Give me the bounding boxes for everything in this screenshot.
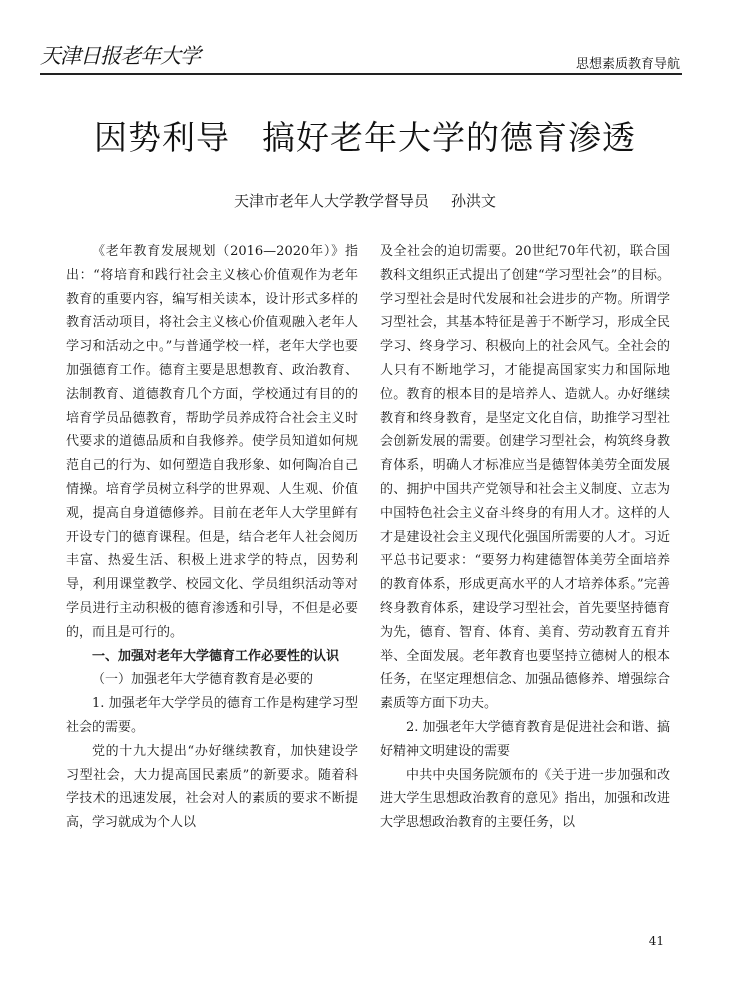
paragraph: 《老年教育发展规划（2016—2020年）》指出：“将培育和践行社会主义核心价值观作为老年教育的重要内容，编写相关读本，设计形式多样的教育活动项目，将社会主义核心价值观融入老年人学习和活动之中。”与普通学校一样，老年大学也要加强德育工作。德育主要是思想教育、政治教育、法制教育、道德教育几个方面，学校通过有目的的培育学员品德教育，帮助学员养成符合社会主义时代要求的道德品质和自我修养。使学员知道如何规范自己的行为、如何塑造自我形象、如何陶冶自己情操。培育学员树立科学的世界观、人生观、价值观，提高自身道德修养。目前在老年人大学里鲜有开设专门的德育课程。但是，结合老年人社会阅历丰富、热爱生活、积极上进求学的特点，因势利导，利用课堂教学、校园文化、学员组织活动等对学员进行主动积极的德育渗透和引导，不但是必要的，而且是可行的。	[66, 244, 358, 640]
left-column	[66, 240, 358, 835]
title-part-2: 搞好老年大学的德育渗透	[262, 118, 636, 157]
header-rule	[40, 73, 682, 75]
author-name: 孙洪文	[451, 192, 497, 210]
right-column	[380, 240, 670, 835]
article-title	[0, 112, 730, 159]
subsection-heading: （一）加强老年大学德育教育是必要的	[92, 672, 314, 688]
paragraph: 中共中央国务院颁布的《关于进一步加强和改进大学生思想政治教育的意见》指出，加强和改进大学思想政治教育的主要任务，以	[380, 767, 670, 831]
paragraph: 党的十九大提出“办好继续教育，加快建设学习型社会，大力提高国民素质”的新要求。随着科学技术的迅速发展，社会对人的素质的要求不断提高，学习就成为个人以	[66, 743, 358, 831]
paragraph: 及全社会的迫切需要。20世纪70年代初，联合国教科文组织正式提出了创建“学习型社会”的目标。学习型社会是时代发展和社会进步的产物。所谓学习型社会，其基本特征是善于不断学习，形成全民学习、终身学习、积极向上的社会风气。全社会的人只有不断地学习，才能提高国家实力和国际地位。教育的根本目的是培养人、造就人。办好继续教育和终身教育，是坚定文化自信，助推学习型社会创新发展的需要。创建学习型社会，构筑终身教育体系，明确人才标准应当是德智体美劳全面发展的、拥护中国共产党领导和社会主义制度、立志为中国特色社会主义奋斗终身的有用人才。这样的人才是建设社会主义现代化强国所需要的人才。习近平总书记要求：“要努力构建德智体美劳全面培养的教育体系，形成更高水平的人才培养体系。”完善终身教育体系，建设学习型社会，首先要坚持德育为先，德育、智育、体育、美育、劳动教育五育并举、全面发展。老年教育也要坚持立德树人的根本任务，在坚定理想信念、加强品德修养、增强综合素质等方面下功夫。	[380, 244, 670, 712]
masthead-logo: 天津日报老年大学	[40, 44, 200, 68]
subsection-item: 1. 加强老年大学学员的德育工作是构建学习型社会的需要。	[66, 696, 358, 735]
section-heading: 一、加强对老年大学德育工作必要性的认识	[92, 648, 340, 664]
page-number: 41	[648, 934, 664, 948]
author-affiliation: 天津市老年人大学教学督导员	[233, 192, 429, 210]
subsection-item: 2. 加强老年大学德育教育是促进社会和谐、搞好精神文明建设的需要	[380, 719, 670, 759]
column-tag: 思想素质教育导航	[575, 57, 680, 72]
byline	[0, 190, 730, 211]
title-part-1: 因势利导	[94, 118, 230, 157]
